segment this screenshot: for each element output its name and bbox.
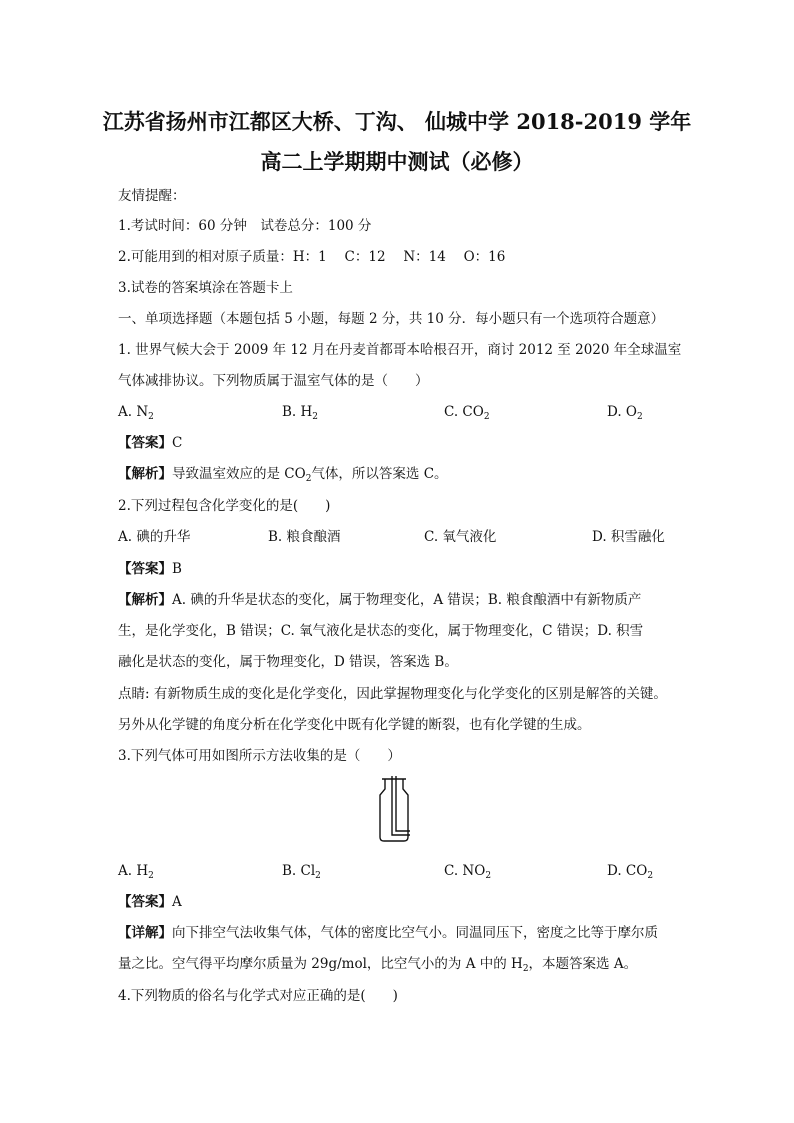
question-1-analysis: 【解析】导致温室效应的是 $CO_2$气体，所以答案选 C。 bbox=[118, 466, 448, 484]
question-1-option-a: A. $N_2$ bbox=[118, 404, 154, 422]
question-3-stem: 3.下列气体可用如图所示方法收集的是（ ） bbox=[118, 748, 401, 764]
section-heading: 一、单项选择题（本题包括 5 小题，每题 2 分，共 10 分．每小题只有一个选项符合题意） bbox=[118, 311, 665, 327]
question-4-stem: 4.下列物质的俗名与化学式对应正确的是( ) bbox=[118, 988, 398, 1004]
question-3-option-a: A. $H_2$ bbox=[118, 863, 154, 881]
question-2-option-a: A. 碘的升华 bbox=[118, 529, 191, 545]
document-title-line1: 江苏省扬州市江都区大桥、丁沟、 仙城中学 2018-2019 学年 bbox=[102, 109, 692, 134]
question-2-note-line1: 点睛: 有新物质生成的变化是化学变化，因此掌握物理变化与化学变化的区别是解答的关键。 bbox=[118, 686, 667, 702]
question-3-option-d: D. $CO_2$ bbox=[607, 863, 654, 881]
question-1-option-b: B. $H_2$ bbox=[282, 404, 319, 422]
question-2-note-line2: 另外从化学键的角度分析在化学变化中既有化学键的断裂，也有化学键的生成。 bbox=[118, 717, 591, 733]
question-3-analysis-line2: 量之比。空气得平均摩尔质量为 29g/mol，比空气小的为 A 中的 $H_2$，本题答案选 A。 bbox=[118, 956, 638, 974]
document-title-line2: 高二上学期期中测试（必修） bbox=[260, 149, 534, 174]
question-1-stem-line1: 1. 世界气候大会于 2009 年 12 月在丹麦首都哥本哈根召开，商讨 2012 至 2020 年全球温室 bbox=[118, 342, 682, 358]
notice-item: 2.可能用到的相对原子质量：H：1 C：12 N：14 O：16 bbox=[118, 249, 506, 265]
question-2-analysis-line1: 【解析】A. 碘的升华是状态的变化，属于物理变化，A 错误；B. 粮食酿酒中有新物质产 bbox=[118, 592, 642, 608]
question-2-option-b: B. 粮食酿酒 bbox=[268, 529, 341, 545]
question-1-answer: 【答案】C bbox=[118, 435, 183, 451]
question-3-answer: 【答案】A bbox=[118, 894, 182, 910]
question-2-analysis-line3: 融化是状态的变化，属于物理变化，D 错误，答案选 B。 bbox=[118, 654, 458, 670]
question-2-stem: 2.下列过程包含化学变化的是( ) bbox=[118, 498, 331, 514]
notice-item: 1.考试时间：60 分钟 试卷总分：100 分 bbox=[118, 218, 372, 234]
question-1-option-d: D. $O_2$ bbox=[607, 404, 643, 422]
question-2-option-c: C. 氧气液化 bbox=[424, 529, 497, 545]
notice-item: 3.试卷的答案填涂在答题卡上 bbox=[118, 280, 293, 296]
question-3-analysis-line1: 【详解】向下排空气法收集气体，气体的密度比空气小。同温同压下，密度之比等于摩尔质 bbox=[118, 925, 658, 941]
notice-heading: 友情提醒： bbox=[118, 188, 186, 204]
question-2-answer: 【答案】B bbox=[118, 561, 182, 577]
gas-collection-bottle-diagram bbox=[374, 775, 414, 847]
question-3-option-b: B. $Cl_2$ bbox=[282, 863, 321, 881]
question-1-option-c: C. $CO_2$ bbox=[444, 404, 490, 422]
question-2-option-d: D. 积雪融化 bbox=[592, 529, 665, 545]
question-3-option-c: C. $NO_2$ bbox=[444, 863, 492, 881]
question-1-stem-line2: 气体减排协议。下列物质属于温室气体的是（ ） bbox=[118, 373, 429, 389]
question-2-analysis-line2: 生，是化学变化，B 错误；C. 氧气液化是状态的变化，属于物理变化，C 错误；D. 积雪 bbox=[118, 623, 644, 639]
